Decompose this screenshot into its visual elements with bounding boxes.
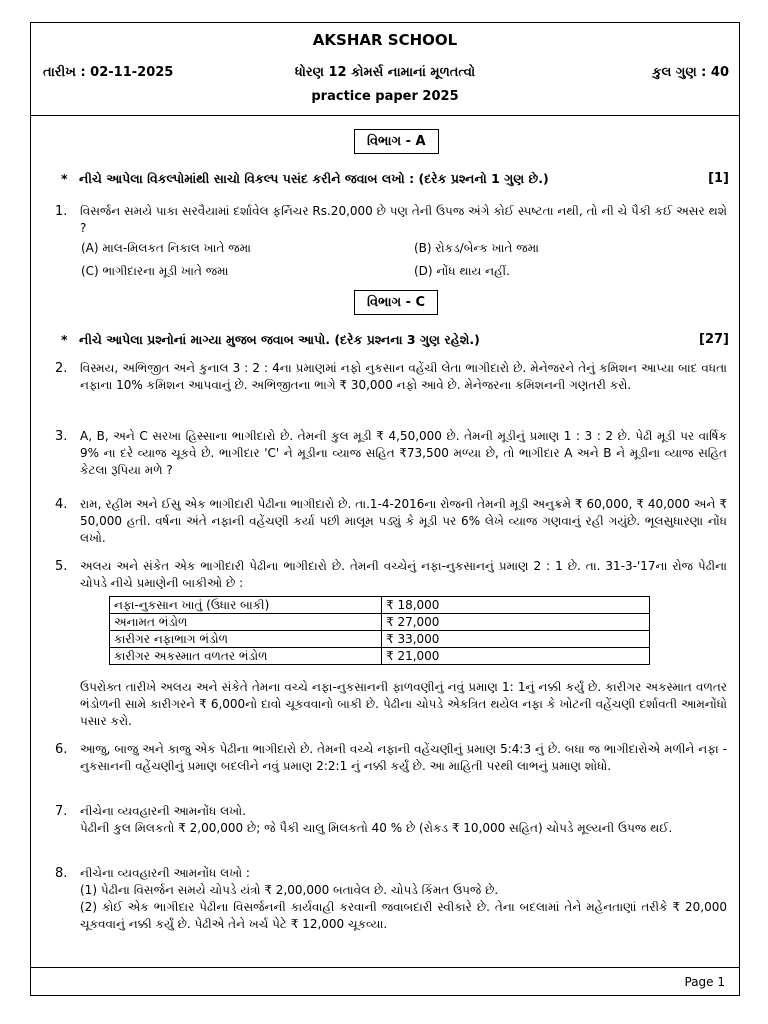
balances-table xyxy=(109,596,650,665)
table-row xyxy=(110,614,650,631)
question-text: અલય અને સંકેત એક ભાગીદારી પેઢીના ભાગીદારો છે. તેમની વચ્ચેનું નફા-નુકસાનનું પ્રમાણ 2 : 1 છે. તા. 31-3-'17ના રોજ પેઢીના ચોપડે નીચે પ્રમાણેની બાકીઓ છે : xyxy=(80,559,727,590)
question-text: A, B, અને C સરખા હિસ્સાના ભાગીદારો છે. તેમની કુલ મૂડી ₹ 4,50,000 છે. તેમની મૂડીનું પ્રમાણ 1 : 3 : 2 છે. પેઢી મૂડી પર વાર્ષિક 9% ના દરે વ્યાજ ચૂકવે છે. ભાગીદાર 'C' ને મૂડીના વ્યાજ સહિત ₹73,500 મળ્યા છે, તો ભાગીદાર A અને B ને મૂડીના વ્યાજ સહિત કેટલા રૂપિયા મળે ? xyxy=(80,429,728,477)
table-cell: નફા-નુકસાન ખાતું (ઉધાર બાકી) xyxy=(110,597,382,614)
question-text-detail: પેઢીની કુલ મિલકતો ₹ 2,00,000 છે; જે પૈકી ચાલુ મિલકતો 40 % છે (રોકડ ₹ 10,000 સહિત) ચોપડે મૂલ્યની ઉપજ થઈ. xyxy=(80,821,673,835)
question-6 xyxy=(55,741,727,775)
total-marks: કુલ ગુણ : 40 xyxy=(652,65,729,80)
table-cell: કારીગર અકસ્માત વળતર ભંડોળ xyxy=(110,648,382,665)
question-5-continued xyxy=(55,679,727,730)
question-2 xyxy=(55,360,727,394)
table-cell: ₹ 33,000 xyxy=(382,631,650,648)
table-row xyxy=(110,648,650,665)
option-a: (A) માલ-મિલકત નિકાલ ખાતે જમા xyxy=(81,241,251,255)
question-number: 6. xyxy=(55,742,68,757)
section-c-instruction-text: નીચે આપેલા પ્રશ્નોનાં માગ્યા મુજબ જવાબ આપો. (દરેક પ્રશ્નના 3 ગુણ રહેશે.) xyxy=(79,332,480,347)
section-a-marks: [1] xyxy=(708,171,729,186)
question-3 xyxy=(55,428,727,479)
question-5 xyxy=(55,558,727,592)
table-cell: ₹ 27,000 xyxy=(382,614,650,631)
question-text: ઉપરોક્ત તારીખે અલય અને સંકેતે તેમના વચ્ચે નફા-નુકસાનની ફાળવણીનું નવું પ્રમાણ 1: 1નું નક્કી કર્યું છે. કારીગર અકસ્માત વળતર ભંડોળની સામે કારીગરને ₹ 6,000નો દાવો ચૂકવવાનો બાકી છે. પેઢીના ચોપડે એકત્રિત થયેલ નફા કે ખોટની વહેંચણી દર્શાવતી આમનોંધો પસાર કરો. xyxy=(80,680,727,728)
question-number: 5. xyxy=(55,559,68,574)
question-number: 3. xyxy=(55,429,68,444)
school-name: AKSHAR SCHOOL xyxy=(312,31,458,49)
header-divider xyxy=(31,115,739,116)
table-cell: કારીગર નફાભાગ ભંડોળ xyxy=(110,631,382,648)
section-a-instruction-text: નીચે આપેલા વિકલ્પોમાંથી સાચો વિકલ્પ પસંદ કરીને જવાબ લખો : (દરેક પ્રશ્નનો 1 ગુણ છે.) xyxy=(79,171,549,186)
question-text: વિસ્મય, અભિજીત અને કુનાલ 3 : 2 : 4ના પ્રમાણમાં નફો નુકસાન વહેંચી લેતા ભાગીદારો છે. મેનેજરને તેનું કમિશન આપ્યા બાદ વધતા નફાના 10% કમિશન આપવાનું છે. અભિજીતના ભાગે ₹ 30,000 નફો આવે છે. મેનેજરના કમિશનની ગણતરી કરો. xyxy=(80,361,727,392)
bullet-star: * xyxy=(61,332,68,347)
question-number: 4. xyxy=(55,497,68,512)
table-cell: ₹ 21,000 xyxy=(382,648,650,665)
question-text: નીચેના વ્યવહારની આમનોંધ લખો. xyxy=(80,804,246,818)
table-cell: ₹ 18,000 xyxy=(382,597,650,614)
question-number: 7. xyxy=(55,804,68,819)
option-c: (C) ભાગીદારના મૂડી ખાતે જમા xyxy=(81,264,229,278)
option-b: (B) રોકડ/બેન્ક ખાતે જમા xyxy=(414,241,539,255)
question-text: આજુ, બાજુ અને કાજુ એક પેઢીના ભાગીદારો છે. તેમની વચ્ચે નફાની વહેંચણીનું પ્રમાણ 5:4:3 નું છે. બધા જ ભાગીદારોએ મળીને નફા - નુકસાનની વહેંચણીનું પ્રમાણ બદલીને નવું પ્રમાણ 2:2:1 નું નક્કી કર્યું છે. આ માહિતી પરથી લાભનું પ્રમાણ શોધો. xyxy=(80,742,727,773)
question-number: 1. xyxy=(55,204,68,219)
table-cell: અનામત ભંડોળ xyxy=(110,614,382,631)
page-frame xyxy=(30,22,740,996)
question-text: નીચેના વ્યવહારની આમનોંધ લખો : xyxy=(80,866,250,880)
question-text: વિસર્જન સમયે પાકા સરવૈયામાં દર્શાવેલ ફર્નિચર Rs.20,000 છે પણ તેની ઉપજ અંગે કોઈ સ્પષ્ટતા નથી, તો ની ચે પૈકી કઈ અસર થશે ? xyxy=(80,204,727,235)
question-text: રામ, રહીમ અને ઈસુ એક ભાગીદારી પેઢીના ભાગીદારો છે. તા.1-4-2016ના રોજની તેમની મૂડી અનુક્રમે ₹ 60,000, ₹ 40,000 અને ₹ 50,000 હતી. વર્ષના અંતે નફાની વહેંચણી કર્યા પછી માલૂમ પડ્યું કે મૂડી પર 6% લેખે વ્યાજ ગણવાનું રહી ગયુંછે. ભૂલસુધારણા નોંધ લખો. xyxy=(80,497,727,545)
bullet-star: * xyxy=(61,171,68,186)
paper-title: practice paper 2025 xyxy=(311,89,459,104)
footer-divider xyxy=(31,967,739,968)
page-number: Page 1 xyxy=(684,975,725,989)
section-a-title: વિભાગ - A xyxy=(354,129,439,154)
section-c-marks: [27] xyxy=(699,332,729,347)
subject-title: ધોરણ 12 કોમર્સ નામાનાં મૂળતત્વો xyxy=(294,65,476,80)
question-number: 2. xyxy=(55,361,68,376)
option-d: (D) નોંધ થાય નહીં. xyxy=(414,264,510,278)
table-row xyxy=(110,597,650,614)
question-4 xyxy=(55,496,727,547)
question-8 xyxy=(55,865,727,933)
question-text-part-2: (2) કોઈ એક ભાગીદાર પેઢીના વિસર્જનની કાર્યવાહી કરવાની જવાબદારી સ્વીકારે છે. તેના બદલામાં તેને મહેનતાણાં તરીકે ₹ 20,000 ચૂકવવાનું નક્કી કર્યું છે. પેઢીએ તેને ખર્ચ પેટે ₹ 12,000 ચૂકવ્યા. xyxy=(80,900,727,931)
exam-date: તારીખ : 02-11-2025 xyxy=(43,65,174,80)
section-c-title: વિભાગ - C xyxy=(354,290,438,315)
question-text-part-1: (1) પેઢીના વિસર્જન સમયે ચોપડે યંત્રો ₹ 2,00,000 બતાવેલ છે. ચોપડે કિંમત ઉપજે છે. xyxy=(80,883,499,897)
question-number: 8. xyxy=(55,866,68,881)
table-row xyxy=(110,631,650,648)
question-7 xyxy=(55,803,727,837)
question-1 xyxy=(55,203,727,237)
